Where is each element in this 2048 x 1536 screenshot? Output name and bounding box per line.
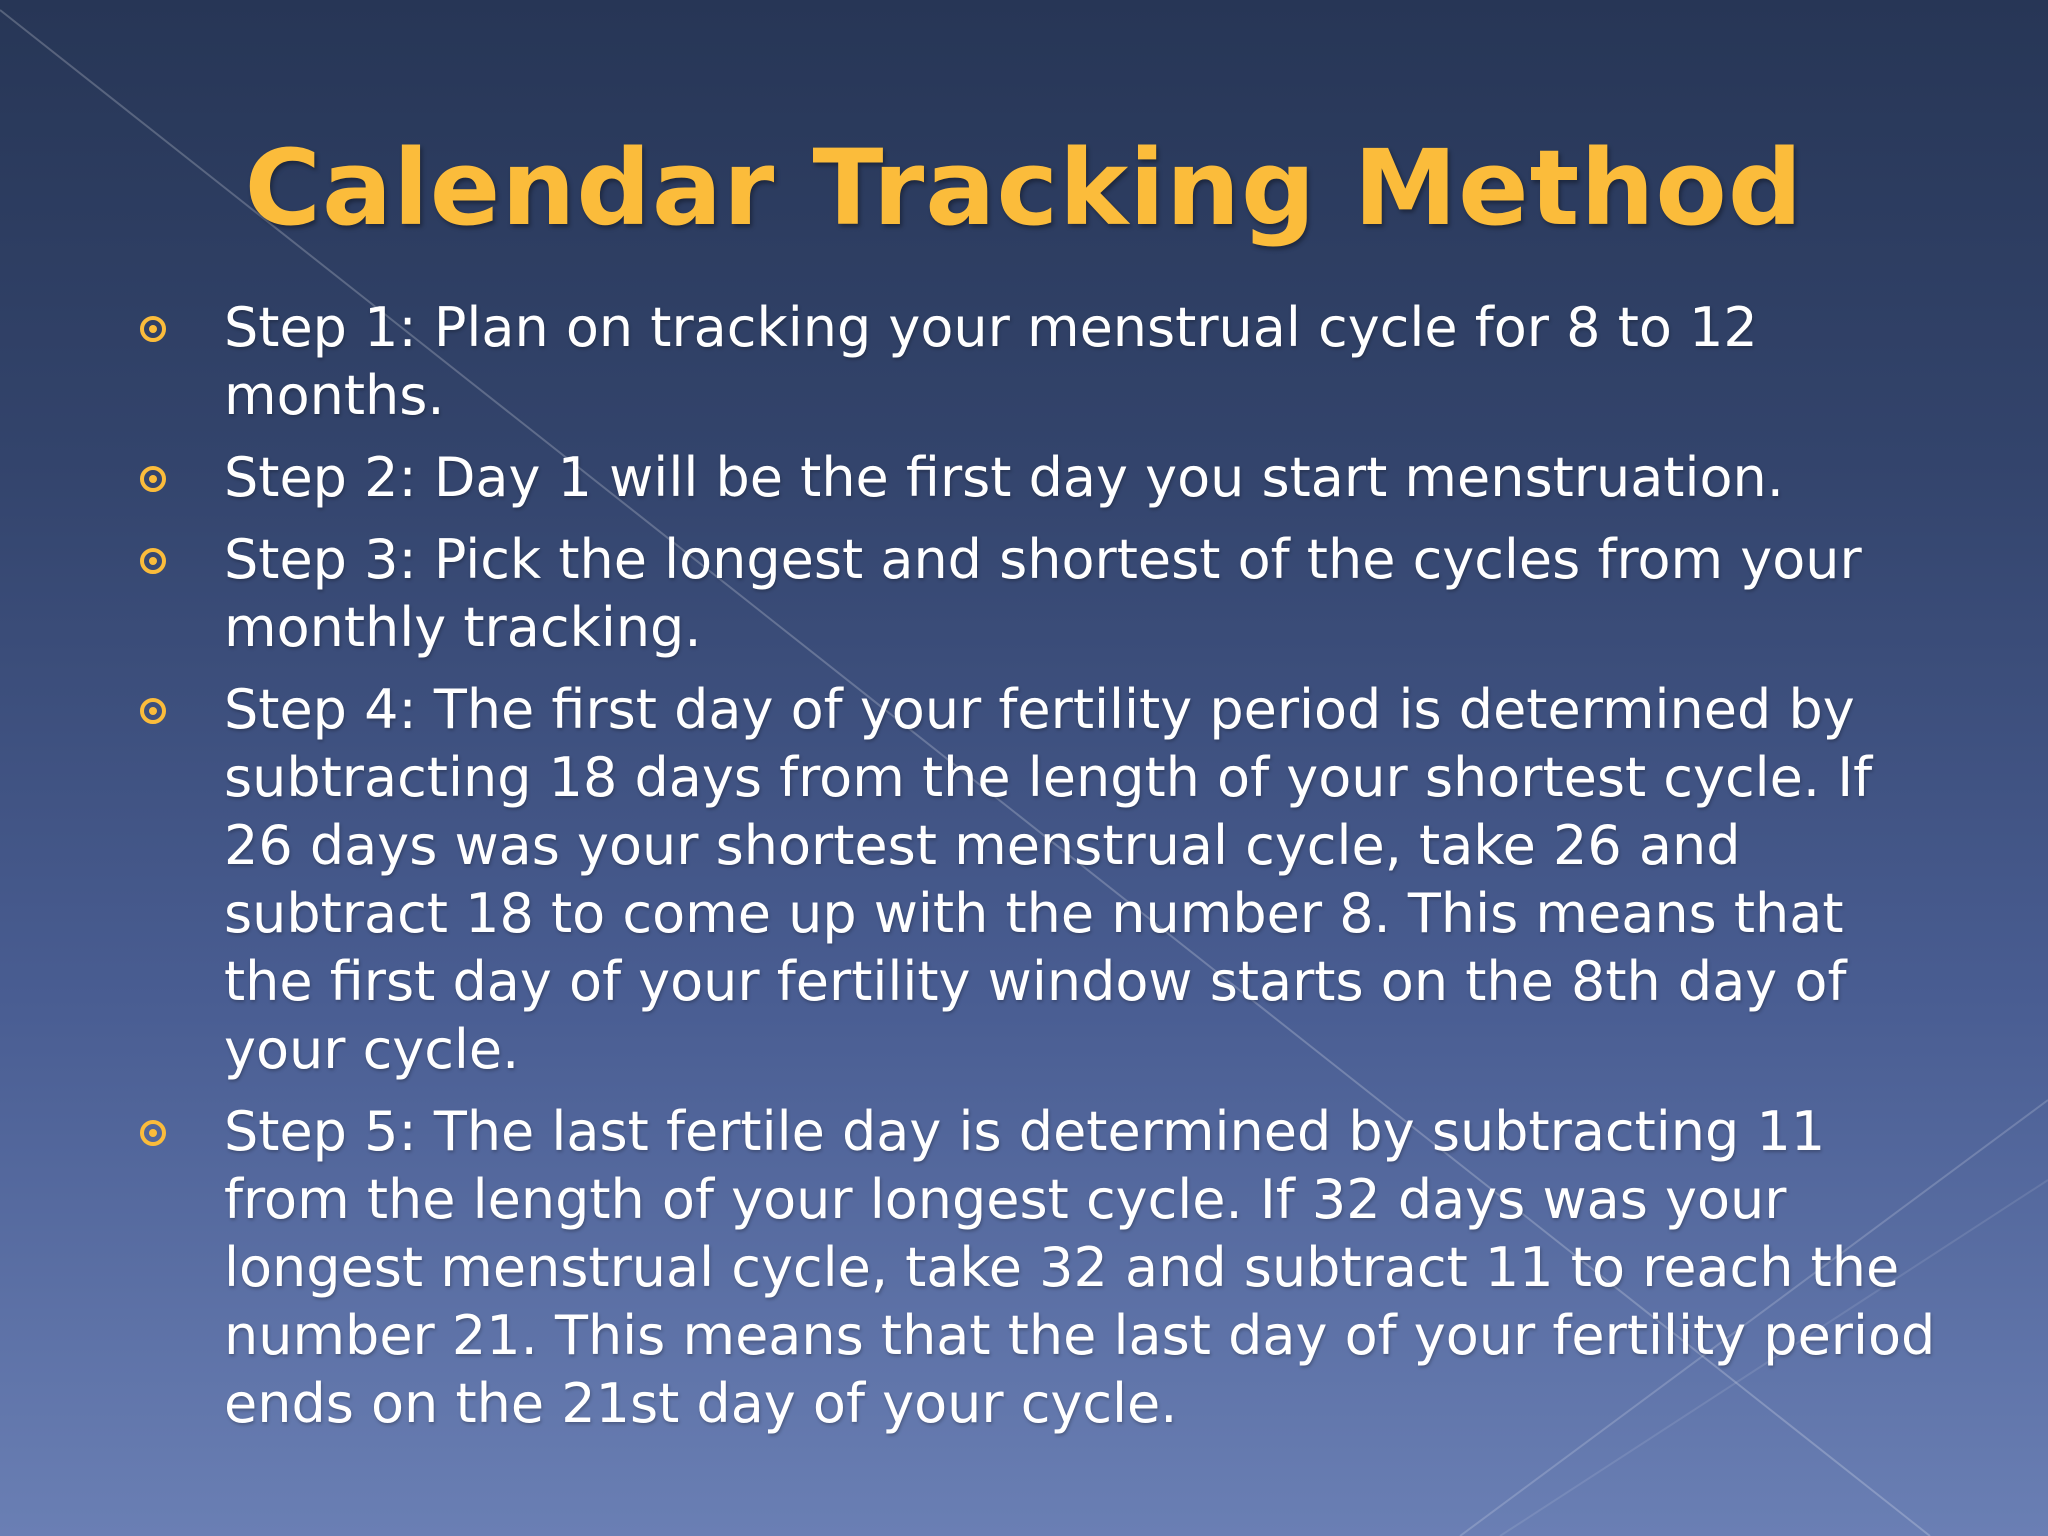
circled-dot-icon	[140, 466, 166, 492]
step-text: Step 4: The first day of your fertility period is determined by subtracting 18 days from the length of your shortest cycle. If 26 days was your shortest menstrual cycle, take 26 and subtract 18 to come up with the number 8. This means that the first day of your fertility window starts on the 8th day of your cycle.	[224, 678, 1873, 1081]
step-list	[140, 294, 1940, 1452]
step-item-1	[140, 294, 1940, 430]
step-text: Step 1: Plan on tracking your menstrual cycle for 8 to 12 months.	[224, 296, 1758, 427]
circled-dot-icon	[140, 1120, 166, 1146]
step-item-4	[140, 676, 1940, 1084]
step-text: Step 3: Pick the longest and shortest of the cycles from your monthly tracking.	[224, 528, 1862, 659]
step-text: Step 5: The last fertile day is determined by subtracting 11 from the length of your longest cycle. If 32 days was your longest menstrual cycle, take 32 and subtract 11 to reach the number 21. This means that the last day of your fertility period ends on the 21st day of your cycle.	[224, 1100, 1936, 1435]
step-text: Step 2: Day 1 will be the first day you start menstruation.	[224, 446, 1784, 509]
step-item-5	[140, 1098, 1940, 1438]
slide-title: Calendar Tracking Method	[244, 127, 1804, 249]
step-item-3	[140, 526, 1940, 662]
circled-dot-icon	[140, 698, 166, 724]
circled-dot-icon	[140, 548, 166, 574]
step-item-2	[140, 444, 1940, 512]
circled-dot-icon	[140, 316, 166, 342]
